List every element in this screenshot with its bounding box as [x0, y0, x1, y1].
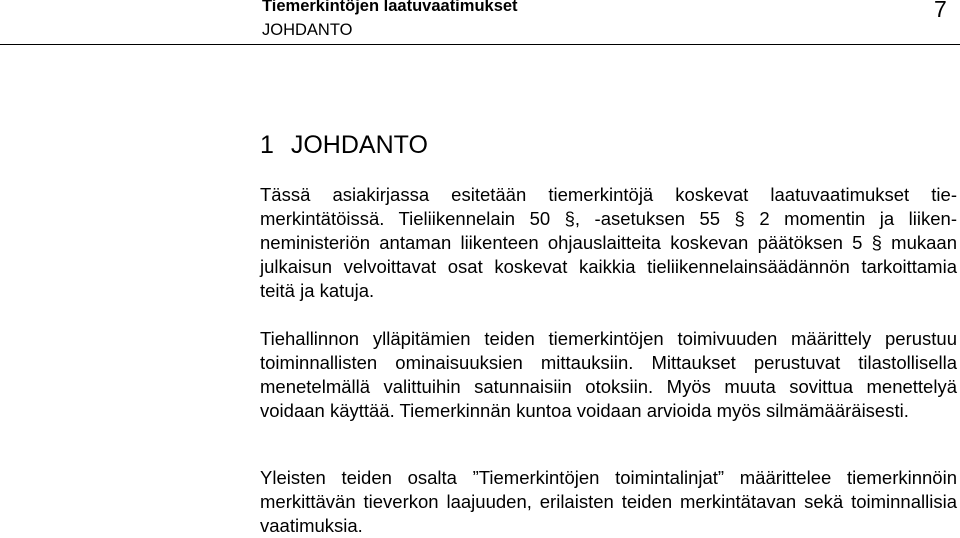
running-section-title: JOHDANTO	[262, 21, 353, 39]
page-number: 7	[934, 0, 947, 22]
document-title: Tiemerkintöjen laatuvaatimukset	[262, 0, 518, 15]
section-heading: 1 JOHDANTO	[260, 131, 428, 159]
paragraph-policy: Yleisten teiden osalta ”Tiemerkintöjen toimintalinjat” määrittelee tiemerkinnöin merkittävän tieverkon laajuuden, erilaisten teiden merkintätavan sekä toiminnallisia vaatimuksia.	[260, 467, 957, 536]
header-divider	[0, 44, 960, 45]
page-header	[0, 0, 960, 46]
paragraph-measurement: Tiehallinnon ylläpitämien teiden tiemerkintöjen toimivuuden määrittely perustuu toiminnallisten ominaisuuksien mittauksiin. Mittaukset perustuvat tilastollisella menetelmällä valittuihin satunnaisiin otoksiin. Myös muuta sovittua menettelyä voidaan käyttää. Tiemerkinnän kuntoa voidaan arvioida myös silmämääräisesti.	[260, 328, 957, 421]
paragraph-intro: Tässä asiakirjassa esitetään tiemerkintöjä koskevat laatuvaatimukset tiemerkintätöissä. Tieliikennelain 50 §, -asetuksen 55 § 2 momentin ja liikenneministeriön antaman liikenteen ohjauslaitteita koskevan päätöksen 5 § mukaan julkaisun velvoittavat osat koskevat kaikkia tieliikennelainsäädännön tarkoittamia teitä ja katuja.	[260, 184, 957, 301]
